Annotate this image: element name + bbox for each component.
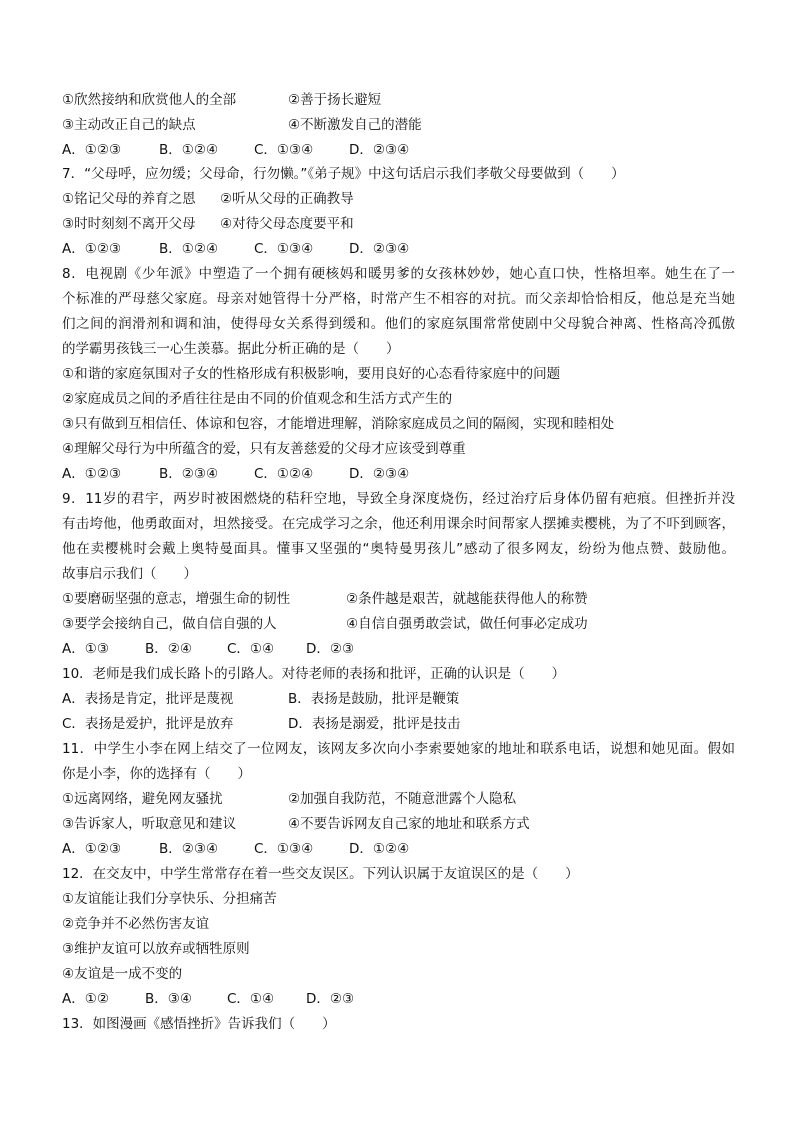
- choice: B．①②④: [159, 241, 219, 257]
- question-stem-line: 有击垮他，他勇敢面对，坦然接受。在完成学习之余，他还利用课余时间帮家人摆摊卖樱桃，为了不吓到顾客，: [62, 516, 735, 532]
- question-stem: 13．如图漫画《感悟挫折》告诉我们（ ）: [62, 1016, 336, 1032]
- option: ③主动改正自己的缺点: [62, 117, 196, 133]
- question-stem-line: 的学霸男孩钱三一心生羡慕。据此分析正确的是（ ）: [62, 341, 400, 357]
- option: ④不断激发自己的潜能: [288, 117, 422, 133]
- question-stem-line: 你是小李，你的选择有（ ）: [62, 766, 251, 782]
- choice: C．①③④: [254, 241, 314, 257]
- option: ②条件越是艰苦，就越能获得他人的称赞: [346, 591, 588, 607]
- choice: D．②③④: [349, 466, 410, 482]
- option: ③只有做到互相信任、体谅和包容，才能增进理解，消除家庭成员之间的隔阂，实现和睦相处: [62, 416, 615, 432]
- choice: C．①④: [227, 991, 275, 1007]
- option: ①和谐的家庭氛围对子女的性格形成有积极影响，要用良好的心态看待家庭中的问题: [62, 366, 561, 382]
- option: ①要磨砺坚强的意志，增强生命的韧性: [62, 591, 291, 607]
- option: ③时时刻刻不离开父母: [62, 216, 196, 232]
- choice: B．③④: [145, 991, 192, 1007]
- choice: D．①②④: [349, 841, 410, 857]
- question-stem-line: 8．电视剧《少年派》中塑造了一个拥有硬核妈和暖男爹的女孩林妙妙，她心直口快，性格坦率。她生在了一: [62, 266, 735, 282]
- option: ②家庭成员之间的矛盾往往是由不同的价值观念和生活方式产生的: [62, 391, 453, 407]
- choice: A．①②: [62, 991, 109, 1007]
- question-stem-line: 故事启示我们（ ）: [62, 566, 197, 582]
- choice: B．②③④: [159, 466, 219, 482]
- choice: B．②③④: [159, 841, 219, 857]
- question-stem: 10．老师是我们成长路卜的引路人。对待老师的表扬和批评，正确的认识是（ ）: [62, 666, 566, 682]
- option: ④友谊是一成不变的: [62, 966, 183, 982]
- option: ④理解父母行为中所蕴含的爱，只有友善慈爱的父母才应该受到尊重: [62, 441, 466, 457]
- choice: C．①③④: [254, 142, 314, 158]
- choice: D．②③④: [349, 142, 410, 158]
- option: ③要学会接纳自己，做自信自强的人: [62, 616, 277, 632]
- choice: B．②④: [145, 641, 192, 657]
- choice: A．①③: [62, 641, 109, 657]
- choice: B．①②④: [159, 142, 219, 158]
- question-stem: 12．在交友中，中学生常常存在着一些交友误区。下列认识属于友谊误区的是（ ）: [62, 866, 579, 882]
- choice: C．表扬是爱护，批评是放弃: [62, 716, 234, 732]
- option: ①欣然接纳和欣赏他人的全部: [62, 92, 237, 108]
- option: ③维护友谊可以放弃或牺牲原则: [62, 941, 250, 957]
- question-stem-line: 他在卖樱桃时会戴上奥特曼面具。懂事又坚强的“奥特曼男孩儿”感动了很多网友，纷纷为他点赞、鼓励他。: [62, 541, 735, 557]
- question-stem-line: 个标准的严母慈父家庭。母亲对她管得十分严格，时常产生不相容的对抗。而父亲却恰恰相反，他总是充当她: [62, 291, 735, 307]
- choice: A．表扬是肯定，批评是蔑视: [62, 691, 234, 707]
- question-stem-line: 11．中学生小李在网上结交了一位网友，该网友多次向小李索要她家的地址和联系电话，说想和她见面。假如: [62, 741, 735, 757]
- choice: A．①②③: [62, 241, 122, 257]
- choice: A．①②③: [62, 142, 122, 158]
- option: ④不要告诉网友自己家的地址和联系方式: [288, 816, 530, 832]
- choice: D．②③: [306, 991, 355, 1007]
- option: ①远离网络，避免网友骚扰: [62, 791, 223, 807]
- option: ④自信自强勇敢尝试，做任何事必定成功: [346, 616, 588, 632]
- question-stem: 7．“父母呼，应勿缓；父母命，行勿懒。”《弟子规》中这句话启示我们孝敬父母要做到（ ）: [62, 166, 625, 182]
- question-stem-line: 们之间的润滑剂和调和油，使得母女关系得到缓和。他们的家庭氛围常常使剧中父母貌合神离、性格高冷孤傲: [62, 316, 735, 332]
- option: ②善于扬长避短: [288, 92, 382, 108]
- choice: C．①②④: [254, 466, 314, 482]
- question-stem-line: 9．11岁的君宇，两岁时被困燃烧的秸秆空地，导致全身深度烧伤，经过治疗后身体仍留有疤痕。但挫折并没: [62, 491, 735, 507]
- choice: C．①④: [227, 641, 275, 657]
- choice: D．表扬是溺爱，批评是技击: [288, 716, 461, 732]
- choice: D．②③: [306, 641, 355, 657]
- choice: C．①③④: [254, 841, 314, 857]
- option: ②听从父母的正确教导: [220, 191, 354, 207]
- option: ②竞争并不必然伤害友谊: [62, 916, 210, 932]
- choice: D．②③④: [349, 241, 410, 257]
- choice: A．①②③: [62, 466, 122, 482]
- option: ③告诉家人，听取意见和建议: [62, 816, 237, 832]
- option: ①铭记父母的养育之恩: [62, 191, 196, 207]
- choice: B．表扬是鼓励，批评是鞭策: [288, 691, 460, 707]
- option: ①友谊能让我们分享快乐、分担痛苦: [62, 891, 277, 907]
- option: ④对待父母态度要平和: [220, 216, 354, 232]
- option: ②加强自我防范，不随意泄露个人隐私: [288, 791, 517, 807]
- choice: A．①②③: [62, 841, 122, 857]
